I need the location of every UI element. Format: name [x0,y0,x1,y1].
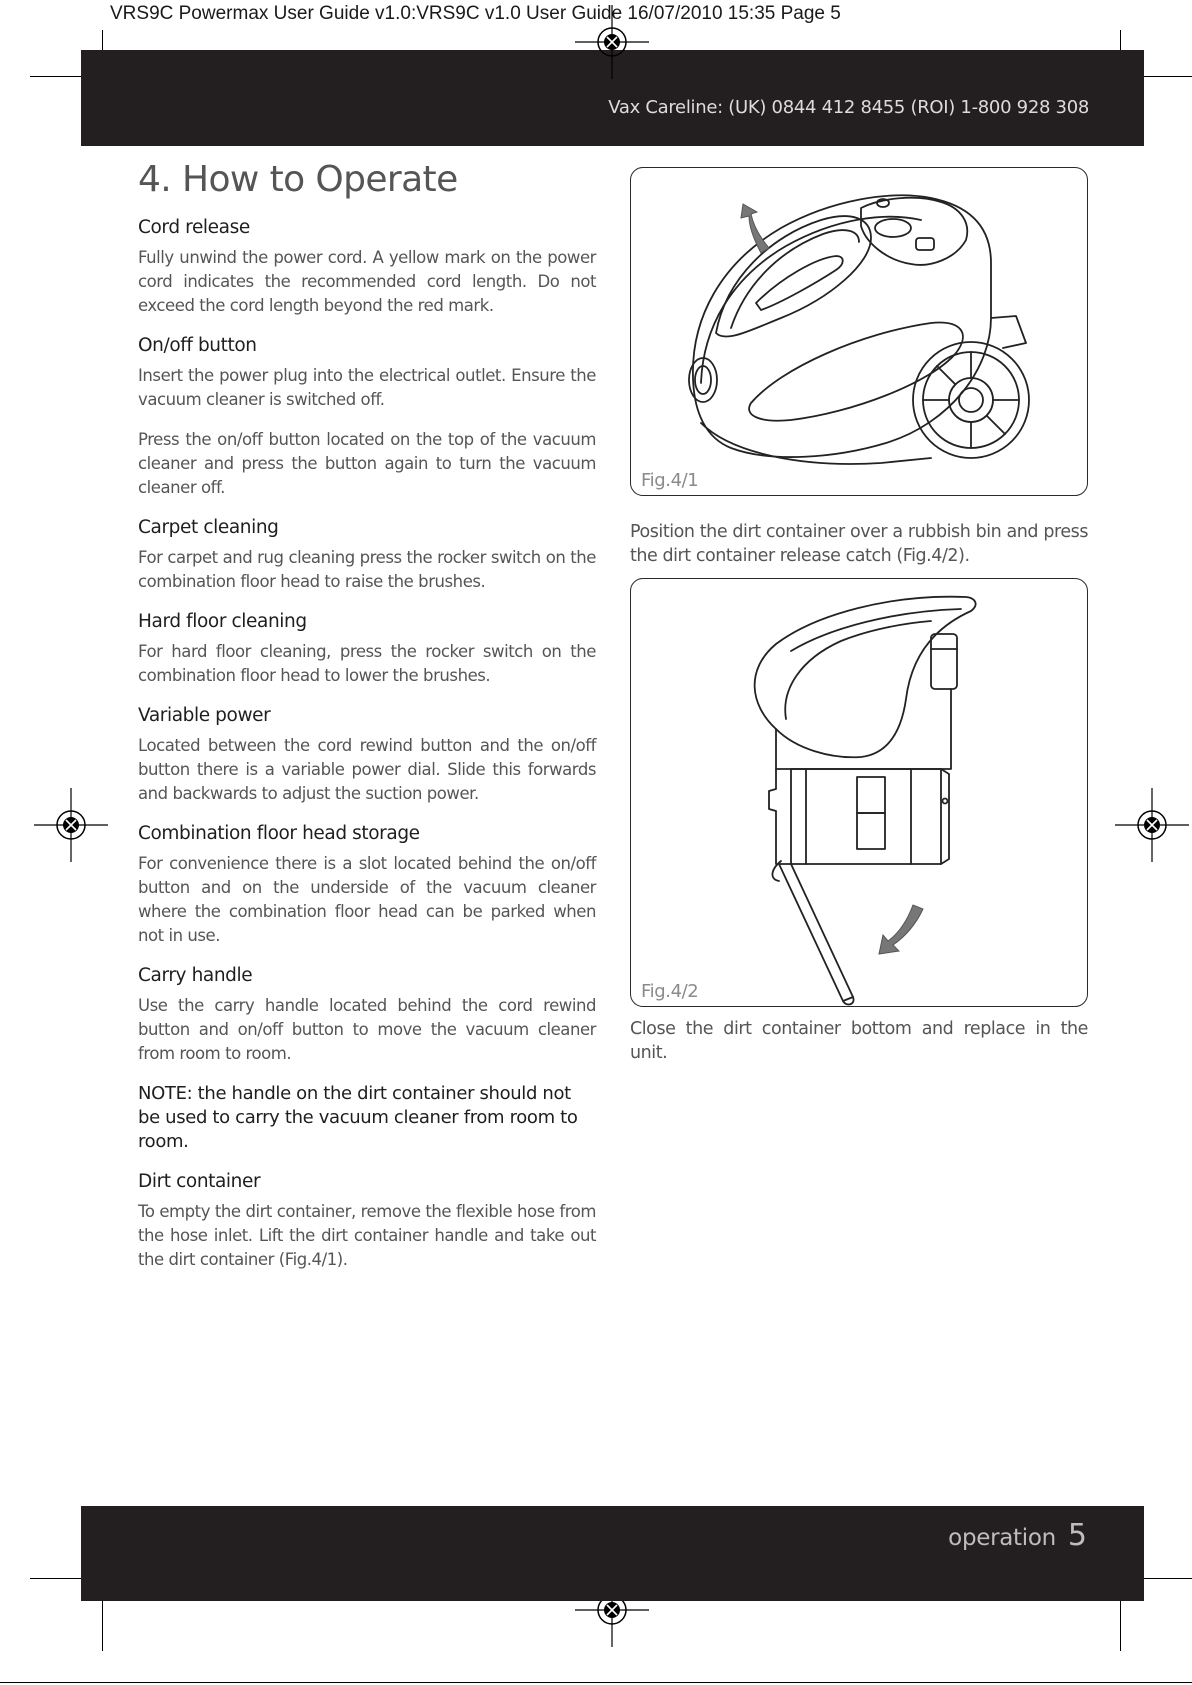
note-text: NOTE: the handle on the dirt container should not be used to carry the vacuum cleaner from room to room. [138,1083,578,1152]
registration-mark-icon [34,788,108,862]
section-text: Fully unwind the power cord. A yellow mark on the power cord indicates the recommended cord length. Do not exceed the cord length beyond the red mark. [138,248,596,315]
registration-mark-icon [1115,788,1189,862]
arrow-icon [879,905,923,954]
section-heading: Combination floor head storage [138,823,420,844]
section-carpet-cleaning [138,516,596,594]
crop-mark [102,1596,103,1651]
footer-section-name: operation [948,1525,1056,1551]
figure-4-1 [630,167,1088,496]
vacuum-cleaner-illustration [631,168,1088,496]
figure-caption: Position the dirt container over a rubbish bin and press the dirt container release catch (Fig.4/2). [630,522,1088,566]
section-text: For hard floor cleaning, press the rocker switch on the combination floor head to lower the brushes. [138,642,596,685]
page-footer [948,1518,1087,1553]
section-floor-head-storage [138,822,596,948]
section-text: For convenience there is a slot located behind the on/off button and on the underside of the vacuum cleaner where the combination floor head can be parked when not in use. [138,854,596,945]
section-heading: Dirt container [138,1171,261,1192]
figure-caption: Close the dirt container bottom and replace in the unit. [630,1019,1088,1063]
section-heading: Cord release [138,217,250,238]
left-column [138,158,596,1288]
crop-mark [30,1578,88,1579]
page-title: 4. How to Operate [138,159,458,200]
section-variable-power [138,704,596,806]
crop-mark [30,76,88,77]
figure-label: Fig.4/1 [641,470,699,491]
crop-mark [0,1682,1192,1683]
section-text: Insert the power plug into the electrical outlet. Ensure the vacuum cleaner is switched off. [138,366,596,409]
crop-mark [1120,1596,1121,1651]
section-heading: Carpet cleaning [138,517,279,538]
right-column [630,167,1088,1075]
section-dirt-container [138,1170,596,1272]
section-carry-handle [138,964,596,1066]
registration-mark-icon [575,5,649,79]
figure-4-2 [630,578,1088,1007]
section-text: Use the carry handle located behind the cord rewind button and on/off button to move the vacuum cleaner from room to room. [138,996,596,1063]
section-cord-release [138,216,596,318]
section-text: Located between the cord rewind button and the on/off button there is a variable power dial. Slide this forwards and backwards to adjust the suction power. [138,736,596,803]
section-text: Press the on/off button located on the top of the vacuum cleaner and press the button again to turn the vacuum cleaner off. [138,430,596,497]
section-heading: On/off button [138,335,257,356]
section-heading: Hard floor cleaning [138,611,307,632]
section-on-off-button [138,334,596,500]
section-heading: Carry handle [138,965,253,986]
section-text: To empty the dirt container, remove the flexible hose from the hose inlet. Lift the dirt container handle and take out the dirt container (Fig.4/1). [138,1202,596,1269]
page-number: 5 [1067,1518,1087,1553]
section-text: For carpet and rug cleaning press the rocker switch on the combination floor head to raise the brushes. [138,548,596,591]
section-heading: Variable power [138,705,271,726]
footer-bar [81,1506,1144,1601]
figure-label: Fig.4/2 [641,981,699,1002]
section-hard-floor-cleaning [138,610,596,688]
careline-phone: Vax Careline: (UK) 0844 412 8455 (ROI) 1-800 928 308 [608,97,1089,118]
print-slug: VRS9C Powermax User Guide v1.0:VRS9C v1.0 User Guide 16/07/2010 15:35 Page 5 [110,3,841,24]
dirt-container-illustration [631,579,1088,1007]
